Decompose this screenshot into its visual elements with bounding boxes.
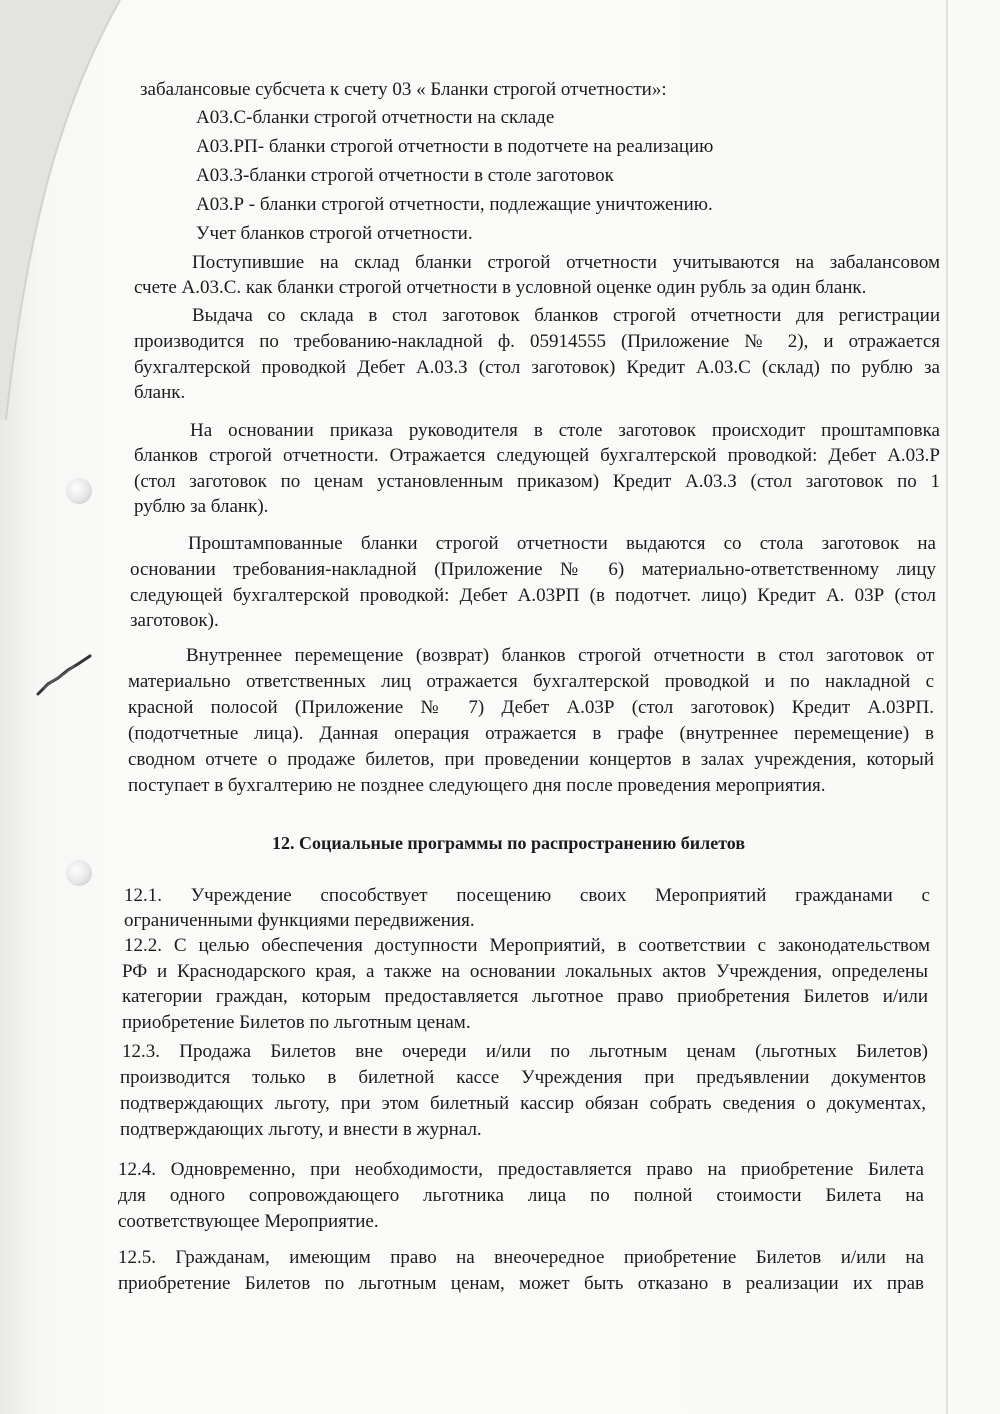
text-line: 12.2. С целью обеспечения доступности Мероприятий, в соответствии с законодательством (124, 935, 930, 956)
text-line: приобретение Билетов по льготным ценам. (122, 1012, 471, 1033)
text-line: А03.РП- бланки строгой отчетности в подотчете на реализацию (196, 136, 714, 157)
text-line: 12.1. Учреждение способствует посещению своих Мероприятий гражданами с (124, 885, 930, 906)
text-line: (стол заготовок по ценам установленным приказом) Кредит А.03.З (стол заготовок по 1 (134, 471, 940, 492)
text-line: категории граждан, которым предоставляется льготное право приобретения Билетов и/или (122, 986, 928, 1007)
text-line: следующей бухгалтерской проводкой: Дебет А.03РП (в подотчет. лицо) Кредит А. 03Р (стол (130, 585, 936, 606)
text-line: ограниченными функциями передвижения. (124, 910, 475, 931)
punch-hole (66, 860, 92, 886)
text-line: На основании приказа руководителя в столе заготовок происходит проштамповка (190, 420, 940, 441)
text-line: приобретение Билетов по льготным ценам, может быть отказано в реализации их прав (118, 1273, 924, 1294)
text-line: подтверждающих льготу, при этом билетный кассир обязан собрать сведения о документах, (120, 1093, 926, 1114)
pen-scribble-mark (34, 650, 98, 698)
text-line: соответствующее Мероприятие. (118, 1211, 379, 1232)
text-line: Поступившие на склад бланки строгой отчетности учитываются на забалансовом (192, 252, 940, 273)
text-line: основании требования-накладной (Приложение № 6) материально-ответственному лицу (130, 559, 936, 580)
text-line: 12.4. Одновременно, при необходимости, предоставляется право на приобретение Билета (118, 1159, 924, 1180)
text-line: А03.С-бланки строгой отчетности на складе (196, 107, 555, 128)
text-line: (подотчетные лица). Данная операция отражается в графе (внутреннее перемещение) в (128, 723, 934, 744)
punch-hole (66, 478, 92, 504)
text-line: бухгалтерской проводкой Дебет А.03.З (стол заготовок) Кредит А.03.С (склад) по рублю за (134, 357, 940, 378)
text-line: Внутреннее перемещение (возврат) бланков строгой отчетности в стол заготовок от (186, 645, 934, 666)
text-line: материально ответственных лиц отражается бухгалтерской проводкой и по накладной с (128, 671, 934, 692)
text-line: А03.З-бланки строгой отчетности в столе заготовок (196, 165, 614, 186)
text-line: Выдача со склада в стол заготовок бланков строгой отчетности для регистрации (192, 305, 940, 326)
text-line: бланк. (134, 382, 186, 403)
text-line: Проштампованные бланки строгой отчетности выдаются со стола заготовок на (188, 533, 936, 554)
text-line: для одного сопровождающего льготника лица по полной стоимости Билета на (118, 1185, 924, 1206)
text-line: красной полосой (Приложение № 7) Дебет А.03Р (стол заготовок) Кредит А.03РП. (128, 697, 934, 718)
folded-corner-shadow (0, 0, 150, 420)
text-line: бланков строгой отчетности. Отражается следующей бухгалтерской проводкой: Дебет А.03.Р (134, 445, 940, 466)
text-line: Учет бланков строгой отчетности. (196, 223, 473, 244)
page-edge-shadow (946, 0, 948, 1414)
text-line: 12.3. Продажа Билетов вне очереди и/или по льготным ценам (льготных Билетов) (122, 1041, 928, 1062)
text-line: рублю за бланк). (134, 496, 269, 517)
text-line: производится только в билетной кассе Учреждения при предъявлении документов (120, 1067, 926, 1088)
text-line: забалансовые субсчета к счету 03 « Бланки строгой отчетности»: (140, 79, 667, 100)
text-line: подтверждающих льготу, и внести в журнал. (120, 1119, 482, 1140)
text-line: сводном отчете о продаже билетов, при проведении концертов в залах учреждения, который (128, 749, 934, 770)
text-line: 12.5. Гражданам, имеющим право на внеочередное приобретение Билетов и/или на (118, 1247, 924, 1268)
text-line: поступает в бухгалтерию не позднее следующего дня после проведения мероприятия. (128, 775, 826, 796)
text-line: РФ и Краснодарского края, а также на основании локальных актов Учреждения, определены (122, 961, 928, 982)
text-line: производится по требованию-накладной ф. 05914555 (Приложение № 2), и отражается (134, 331, 940, 352)
text-line: заготовок). (130, 610, 219, 631)
text-line: А03.Р - бланки строгой отчетности, подлежащие уничтожению. (196, 194, 713, 215)
section-heading: 12. Социальные программы по распространению билетов (272, 833, 746, 853)
text-line: счете А.03.С. как бланки строгой отчетности в условной оценке один рубль за один бланк. (134, 277, 867, 298)
